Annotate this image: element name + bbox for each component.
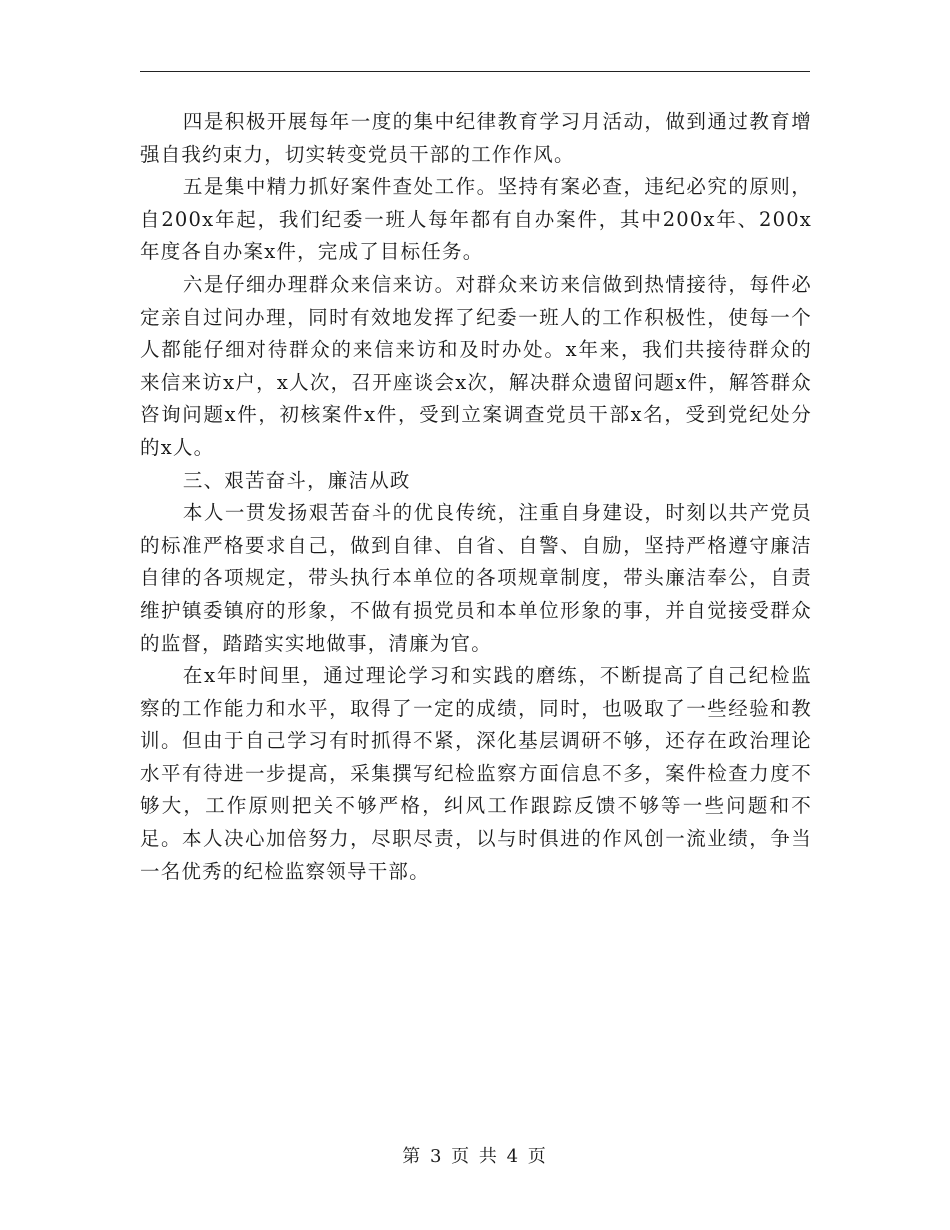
paragraph-item-5: 五是集中精力抓好案件查处工作。坚持有案必查，违纪必究的原则，自200x年起，我们纪委一班人每年都有自办案件，其中200x年、200x年度各自办案x件，完成了目标任务。 [140, 175, 812, 264]
section-heading: 三、艰苦奋斗，廉洁从政 [182, 468, 411, 492]
paragraph-summary: 在x年时间里，通过理论学习和实践的磨练，不断提高了自己纪检监察的工作能力和水平，取得了一定的成绩，同时，也吸取了一些经验和教训。但由于自己学习有时抓得不紧，深化基层调研不够，还存在政治理论水平有待进一步提高，采集撰写纪检监察方面信息不多，案件检查力度不够大，工作原则把关不够严格，纠风工作跟踪反馈不够等一些问题和不足。本人决心加倍努力，尽职尽责，以与时俱进的作风创一流业绩，争当一名优秀的纪检监察领导干部。 [140, 664, 812, 883]
header-rule [140, 71, 810, 72]
document-body [140, 106, 812, 888]
paragraph-item-6: 六是仔细办理群众来信来访。对群众来访来信做到热情接待，每件必定亲自过问办理，同时有效地发挥了纪委一班人的工作积极性，使每一个人都能仔细对待群众的来信来访和及时办处。x年来，我们共接待群众的来信来访x户，x人次，召开座谈会x次，解决群众遗留问题x件，解答群众咨询问题x件，初核案件x件，受到立案调查党员干部x名，受到党纪处分的x人。 [140, 272, 812, 459]
page-number-footer: 第 3 页 共 4 页 [402, 1146, 548, 1167]
paragraph-item-4: 四是积极开展每年一度的集中纪律教育学习月活动，做到通过教育增强自我约束力，切实转变党员干部的工作作风。 [140, 110, 812, 166]
paragraph-self-discipline: 本人一贯发扬艰苦奋斗的优良传统，注重自身建设，时刻以共产党员的标准严格要求自己，做到自律、自省、自警、自励，坚持严格遵守廉洁自律的各项规定，带头执行本单位的各项规章制度，带头廉洁奉公，自责维护镇委镇府的形象，不做有损党员和本单位形象的事，并自觉接受群众的监督，踏踏实实地做事，清廉为官。 [140, 501, 812, 655]
